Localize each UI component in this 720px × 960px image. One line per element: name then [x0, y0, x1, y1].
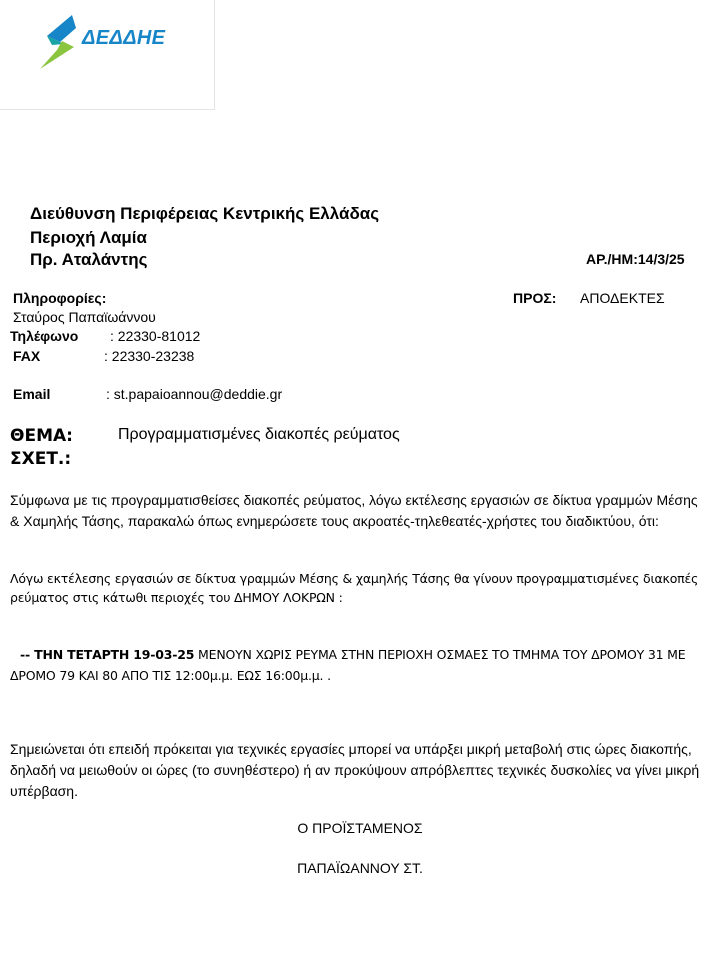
- contact-name: Σταύρος Παπαϊωάννου: [13, 309, 156, 325]
- email-value[interactable]: : st.papaioannou@deddie.gr: [106, 386, 283, 402]
- header-directorate: Διεύθυνση Περιφέρειας Κεντρικής Ελλάδας: [30, 204, 380, 223]
- outage-paragraph: [10, 644, 710, 686]
- notice-paragraph: Λόγω εκτέλεσης εργασιών σε δίκτυα γραμμών Μέσης & χαμηλής Τάσης θα γίνουν προγραμματισμένες διακοπές ρεύματος στις κάτωθι περιοχές του ΔΗΜΟΥ ΛΟΚΡΩΝ :: [10, 571, 699, 605]
- signature-name: ΠΑΠΑΪΩΑΝΝΟΥ ΣΤ.: [297, 860, 423, 876]
- phone-value: : 22330-81012: [110, 328, 201, 344]
- header-area: Περιοχή Λαμία: [30, 228, 147, 247]
- company-logo-text: ΔΕΔΔΗΕ: [82, 27, 166, 49]
- fax-value: : 22330-23238: [104, 348, 195, 364]
- outage-details: ΜΕΝΟΥΝ ΧΩΡΙΣ ΡΕΥΜΑ ΣΤΗΝ ΠΕΡΙΟΧΗ ΟΣΜΑΕΣ ΤΟ ΤΜΗΜΑ ΤΟΥ ΔΡΟΜΟΥ 31 ΜΕ ΔΡΟΜΟ 79 ΚΑΙ 80 ΑΠΟ ΤΙΣ 12:00μ.μ. ΕΩΣ 16:00μ.μ. .: [10, 647, 686, 683]
- outage-date: -- ΤΗΝ ΤΕΤΑΡΤΗ 19-03-25: [20, 647, 195, 662]
- reference-label: ΣΧΕΤ.:: [10, 449, 72, 469]
- fax-label: FAX: [13, 348, 41, 364]
- reference-number: ΑΡ./ΗΜ:14/3/25: [586, 251, 685, 267]
- recipient-value: ΑΠΟΔΕΚΤΕΣ: [580, 290, 665, 306]
- info-label: Πληροφορίες:: [13, 290, 107, 306]
- lightning-bolt-icon: [38, 14, 88, 70]
- intro-paragraph: Σύμφωνα με τις προγραμματισθείσες διακοπές ρεύματος, λόγω εκτέλεσης εργασιών σε δίκτυα γραμμών Μέσης & Χαμηλής Τάσης, παρακαλώ όπως ενημερώσετε τους ακροατές-τηλεθεατές-χρήστες του διαδικτύου, ότι:: [10, 492, 698, 529]
- header-office: Πρ. Αταλάντης: [30, 250, 148, 269]
- subject-text: Προγραμματισμένες διακοπές ρεύματος: [118, 426, 400, 443]
- email-label: Email: [13, 386, 51, 402]
- signature-title: Ο ΠΡΟΪΣΤΑΜΕΝΟΣ: [297, 820, 423, 836]
- note-paragraph: Σημειώνεται ότι επειδή πρόκειται για τεχνικές εργασίες μπορεί να υπάρξει μικρή μεταβολή στις ώρες διακοπής, δηλαδή να μειωθούν οι ώρες (το συνηθέστερο) ή αν προκύψουν απρόβλεπτες τεχνικές δυσκολίες να γίνει μικρή υπέρβαση.: [10, 741, 700, 799]
- recipient-label: ΠΡΟΣ:: [513, 290, 557, 306]
- logo-area: [0, 0, 215, 110]
- phone-label: Τηλέφωνο: [10, 328, 79, 344]
- subject-label: ΘΕΜΑ:: [10, 426, 73, 446]
